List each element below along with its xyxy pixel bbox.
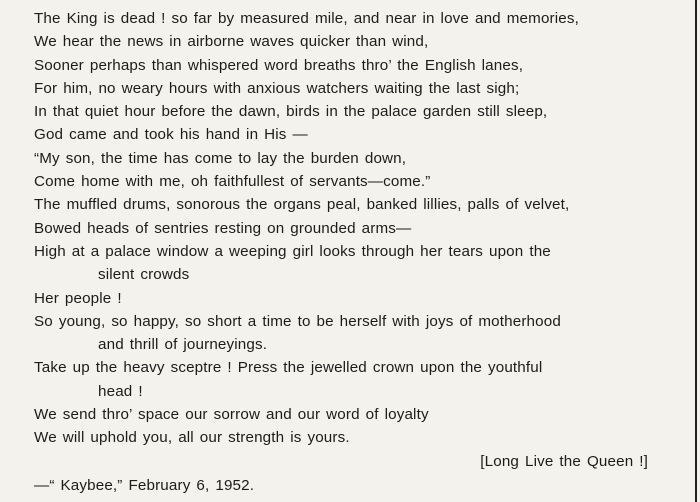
poem-line: The King is dead ! so far by measured mile, and near in love and memories, <box>34 10 579 27</box>
poem-signature: —“ Kaybee,” February 6, 1952. <box>34 476 255 494</box>
poem-line: Take up the heavy sceptre ! Press the jewelled crown upon the youthful <box>34 359 543 377</box>
poem-line: We hear the news in airborne waves quicker than wind, <box>34 33 429 51</box>
poem-line: In that quiet hour before the dawn, birds in the palace garden still sleep, <box>34 103 548 121</box>
poem-closing: [Long Live the Queen !] <box>480 452 648 470</box>
poem-line: We will uphold you, all our strength is yours. <box>34 429 350 447</box>
poem-line: High at a palace window a weeping girl looks through her tears upon the <box>34 242 551 260</box>
poem-line: The muffled drums, sonorous the organs peal, banked lillies, palls of velvet, <box>34 196 570 214</box>
poem-line: “My son, the time has come to lay the burden down, <box>34 149 407 167</box>
poem-line: Sooner perhaps than whispered word breaths thro’ the English lanes, <box>34 56 524 74</box>
poem-line-continuation: and thrill of journeyings. <box>98 336 268 354</box>
poem-text-block <box>34 7 664 497</box>
poem-line: So young, so happy, so short a time to be herself with joys of motherhood <box>34 312 561 330</box>
poem-line-continuation: head ! <box>98 382 143 400</box>
poem-line: Bowed heads of sentries resting on grounded arms— <box>34 219 412 237</box>
poem-line-continuation: silent crowds <box>98 266 190 284</box>
poem-line: We send thro’ space our sorrow and our word of loyalty <box>34 406 429 424</box>
page-border-line <box>695 0 697 502</box>
poem-line: Come home with me, oh faithfullest of servants—come.” <box>34 173 431 191</box>
poem-line: God came and took his hand in His — <box>34 126 308 144</box>
poem-line: Her people ! <box>34 289 122 307</box>
poem-line: For him, no weary hours with anxious watchers waiting the last sigh; <box>34 79 520 97</box>
